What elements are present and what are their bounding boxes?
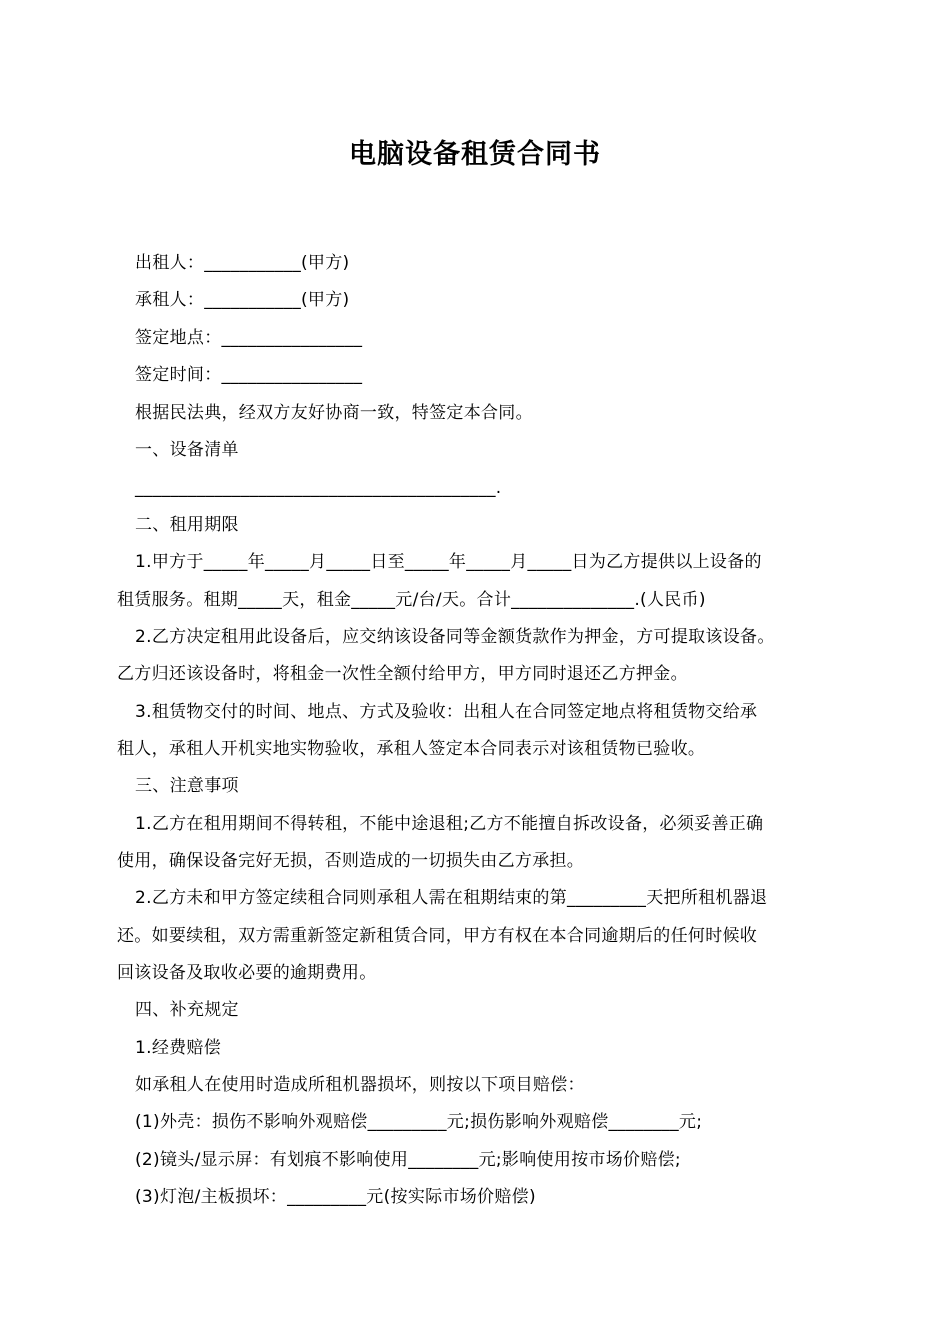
signing-time-line: 签定时间：________________ <box>135 365 363 385</box>
lessor-line: 出租人：___________(甲方) <box>135 253 350 273</box>
compensation-item: (3)灯泡/主板损坏：_________元(按实际市场价赔偿) <box>135 1187 536 1207</box>
paragraph-line: 3.租赁物交付的时间、地点、方式及验收：出租人在合同签定地点将租赁物交给承 <box>135 702 758 722</box>
compensation-item: (1)外壳：损伤不影响外观赔偿_________元;损伤影响外观赔偿________元; <box>135 1112 703 1132</box>
paragraph-line: 2.乙方未和甲方签定续租合同则承租人需在租期结束的第_________天把所租机器退 <box>135 888 768 908</box>
signing-place-line: 签定地点：________________ <box>135 328 363 348</box>
paragraph-line: 1.甲方于_____年_____月_____日至_____年_____月_____日为乙方提供以上设备的 <box>135 552 762 572</box>
section-heading-2: 二、租用期限 <box>135 515 239 535</box>
paragraph-line: 租人，承租人开机实地实物验收，承租人签定本合同表示对该租赁物已验收。 <box>117 739 706 759</box>
equipment-list-blank: _________________________________________. <box>135 478 502 498</box>
section-heading-4: 四、补充规定 <box>135 1000 239 1020</box>
paragraph-line: 2.乙方决定租用此设备后，应交纳该设备同等金额货款作为押金，方可提取该设备。 <box>135 627 775 647</box>
paragraph-line: 回该设备及取收必要的逾期费用。 <box>117 963 377 983</box>
preamble-line: 根据民法典，经双方友好协商一致，特签定本合同。 <box>135 403 533 423</box>
paragraph-line: 使用，确保设备完好无损，否则造成的一切损失由乙方承担。 <box>117 851 585 871</box>
paragraph-line: 租赁服务。租期_____天，租金_____元/台/天。合计______________.(人民币) <box>117 590 706 610</box>
paragraph-line: 乙方归还该设备时，将租金一次性全额付给甲方，甲方同时退还乙方押金。 <box>117 664 688 684</box>
paragraph-line: 还。如要续租，双方需重新签定新租赁合同，甲方有权在本合同逾期后的任何时候收 <box>117 926 758 946</box>
paragraph-line: 1.乙方在租用期间不得转租，不能中途退租;乙方不能擅自拆改设备，必须妥善正确 <box>135 814 764 834</box>
section-heading-1: 一、设备清单 <box>135 440 239 460</box>
document-title: 电脑设备租赁合同书 <box>349 139 601 170</box>
compensation-item: (2)镜头/显示屏：有划痕不影响使用________元;影响使用按市场价赔偿; <box>135 1150 681 1170</box>
subsection-heading: 1.经费赔偿 <box>135 1038 222 1058</box>
paragraph-line: 如承租人在使用时造成所租机器损坏，则按以下项目赔偿： <box>135 1075 585 1095</box>
section-heading-3: 三、注意事项 <box>135 776 239 796</box>
lessee-line: 承租人：___________(甲方) <box>135 290 350 310</box>
